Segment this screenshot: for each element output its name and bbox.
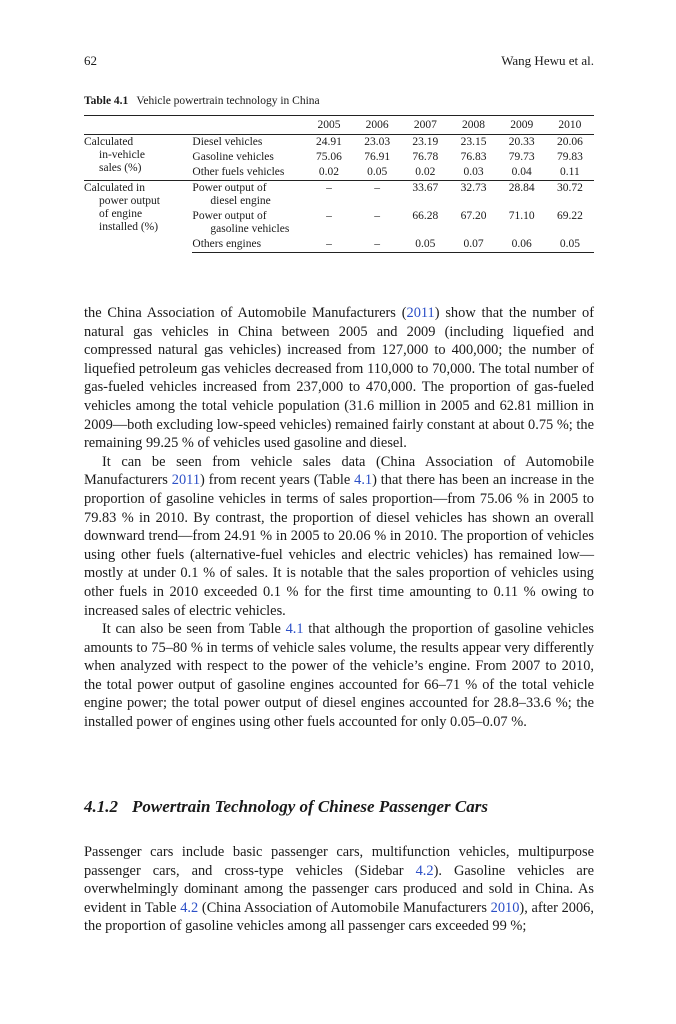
- table-cell: 66.28: [412, 210, 439, 222]
- table-cell: –: [353, 181, 401, 210]
- paragraph: [84, 843, 594, 936]
- header-year: 2007: [401, 116, 449, 135]
- table-cell: 0.04: [511, 166, 532, 178]
- paragraph: [84, 620, 594, 732]
- table-cell: 79.83: [556, 151, 583, 163]
- powertrain-table: [84, 115, 594, 253]
- table-cell: –: [374, 210, 381, 222]
- table-cell: 23.03: [364, 136, 391, 148]
- table-cell: 0.06: [498, 237, 546, 253]
- paragraph: [84, 453, 594, 620]
- section-heading: [84, 797, 488, 817]
- text-run: (China Association of Automobile Manufacturers: [198, 899, 491, 916]
- table-cell: 30.72: [546, 181, 594, 210]
- section-number: 4.1.2: [84, 797, 118, 816]
- metric-label: Gasoline vehicles: [192, 151, 274, 163]
- group-label-line: power output: [99, 195, 161, 207]
- group-label-line: of engine: [99, 208, 143, 220]
- metric-label: [192, 181, 304, 210]
- header-year: 2009: [498, 116, 546, 135]
- table-cell: –: [326, 210, 332, 222]
- table-cell: 32.73: [449, 181, 497, 210]
- metric-label: [192, 209, 304, 237]
- sidebar-reference-link[interactable]: 4.2: [415, 862, 434, 879]
- section-text: [84, 843, 594, 936]
- table-reference-link[interactable]: 4.1: [285, 621, 304, 638]
- text-run: Passenger cars include basic passenger cars, multifunction vehicles, multipurpose passenger cars, and cross-type vehicles (Sidebar: [84, 844, 594, 879]
- text-run: ) show that the number of natural gas vehicles in China between 2005 and 2009 (including liquefied and compressed natural gas vehicles) increased from 127,000 to 400,000; the number of liquefied petroleum gas vehicles decreased from 110,000 to 70,000. The total number of gas-fueled vehicles increased from 237,000 to 470,000. The proportion of gas-fueled vehicles among the total vehicle population (31.6 million in 2005 and 62.81 million in 2009—both excluding low-speed vehicles) remained fairly constant at about 0.75 %; the remaining 99.25 % of vehicles used gasoline and diesel.: [84, 305, 594, 452]
- table-cell: 0.05: [546, 237, 594, 253]
- metric-line: diesel engine: [210, 195, 271, 207]
- table-title: Vehicle powertrain technology in China: [136, 95, 320, 107]
- table-cell: 0.02: [318, 166, 340, 178]
- table-cell: 69.22: [556, 210, 583, 222]
- table-cell: –: [305, 181, 353, 210]
- table-cell: 79.73: [508, 151, 535, 163]
- table-cell: 33.67: [401, 181, 449, 210]
- group-label-line: sales (%): [99, 162, 142, 174]
- section-title: Powertrain Technology of Chinese Passenger Cars: [132, 797, 488, 816]
- table-cell: 67.20: [460, 210, 487, 222]
- paragraph: [84, 304, 594, 453]
- citation-link[interactable]: 2011: [171, 472, 201, 489]
- table-cell: 24.91: [316, 136, 342, 148]
- group-label-line: Calculated: [84, 136, 134, 148]
- metric-line: Power output of: [192, 210, 267, 222]
- metric-label: Diesel vehicles: [192, 136, 263, 148]
- metric-line: gasoline vehicles: [210, 223, 290, 235]
- citation-link[interactable]: 2011: [406, 305, 435, 321]
- table-row: [84, 135, 594, 151]
- header-year: 2006: [353, 116, 401, 135]
- metric-line: Power output of: [192, 182, 267, 194]
- text-run: ) that there has been an increase in the proportion of gasoline vehicles in terms of sales proportion—from 75.06 % in 2005 to 79.83 % in 2010. By contrast, the proportion of diesel vehicles has shown an overall downward trend—from 24.91 % in 2005 to 20.06 % in 2010. The proportion of vehicles using other fuels (alternative-fuel vehicles and electric vehicles) has remained low—mostly at under 0.1 % of sales. It is notable that the sales proportion of vehicles using other fuels in 2010 exceeded 0.1 % for the first time amounting to 0.11 % owing to increased sales of electric vehicles.: [84, 472, 594, 619]
- citation-link[interactable]: 2010: [490, 899, 520, 916]
- header-empty-group: [84, 116, 192, 135]
- table-cell: 23.19: [412, 136, 439, 148]
- group-label-line: in-vehicle: [99, 149, 145, 161]
- text-run: ) from recent years (Table: [200, 472, 355, 489]
- table-cell: 0.11: [560, 166, 580, 178]
- table-cell: 0.05: [401, 237, 449, 253]
- group-label-sales: [84, 135, 192, 181]
- header-year: 2010: [546, 116, 594, 135]
- table-cell: 20.33: [508, 136, 535, 148]
- table-reference-link[interactable]: 4.1: [354, 472, 373, 489]
- table-cell: –: [305, 237, 353, 253]
- text-run: It can be seen from vehicle sales data (China Association of Automobile Manufacturers: [84, 453, 594, 489]
- table-row: [84, 181, 594, 210]
- table-cell: 23.15: [460, 136, 487, 148]
- table-cell: –: [353, 237, 401, 253]
- table-reference-link[interactable]: 4.2: [180, 899, 199, 916]
- table-cell: 0.03: [463, 166, 484, 178]
- page-number: 62: [84, 53, 97, 68]
- header-empty-metric: [192, 116, 304, 135]
- table-cell: 71.10: [508, 210, 535, 222]
- table-header-row: [84, 116, 594, 135]
- table-cell: 0.05: [367, 166, 388, 178]
- group-label-power: [84, 181, 192, 253]
- table-cell: 75.06: [316, 151, 342, 163]
- text-run: ). Gasoline vehicles are overwhelmingly dominant among the passenger cars produced and sold in China. As evident in Table: [84, 862, 594, 916]
- table-caption: [84, 95, 320, 107]
- header-year: 2008: [449, 116, 497, 135]
- table-cell: 76.83: [460, 151, 487, 163]
- metric-label: Other fuels vehicles: [192, 166, 285, 178]
- table-cell: 28.84: [498, 181, 546, 210]
- body-text: [84, 304, 594, 732]
- table-label: Table 4.1: [84, 95, 129, 107]
- text-run: ), after 2006, the proportion of gasoline vehicles among all passenger cars exceeded 99 %;: [84, 899, 594, 935]
- text-run: It can also be seen from Table: [102, 621, 286, 638]
- table-cell: 0.07: [449, 237, 497, 253]
- table-cell: 20.06: [556, 136, 583, 148]
- group-label-line: Calculated in: [84, 182, 145, 194]
- table-cell: 76.78: [412, 151, 439, 163]
- header-year: 2005: [305, 116, 353, 135]
- metric-label: Others engines: [192, 237, 304, 253]
- text-run: that although the proportion of gasoline vehicles amounts to 75–80 % in terms of vehicle sales volume, the results appear very differently when analyzed with respect to the power of the vehicle’s engine. From 2007 to 2010, the total power output of gasoline engines accounted for 66–71 % of the total vehicle engine power; the total power output of diesel engines accounted for 28.8–33.6 %; the installed power of engines using other fuels accounted for only 0.05–0.07 %.: [84, 621, 594, 731]
- group-label-line: installed (%): [99, 221, 159, 233]
- text-run: the China Association of Automobile Manufacturers (: [84, 305, 407, 321]
- running-head: Wang Hewu et al.: [501, 53, 594, 68]
- table-cell: 0.02: [415, 166, 436, 178]
- table-cell: 76.91: [364, 151, 391, 163]
